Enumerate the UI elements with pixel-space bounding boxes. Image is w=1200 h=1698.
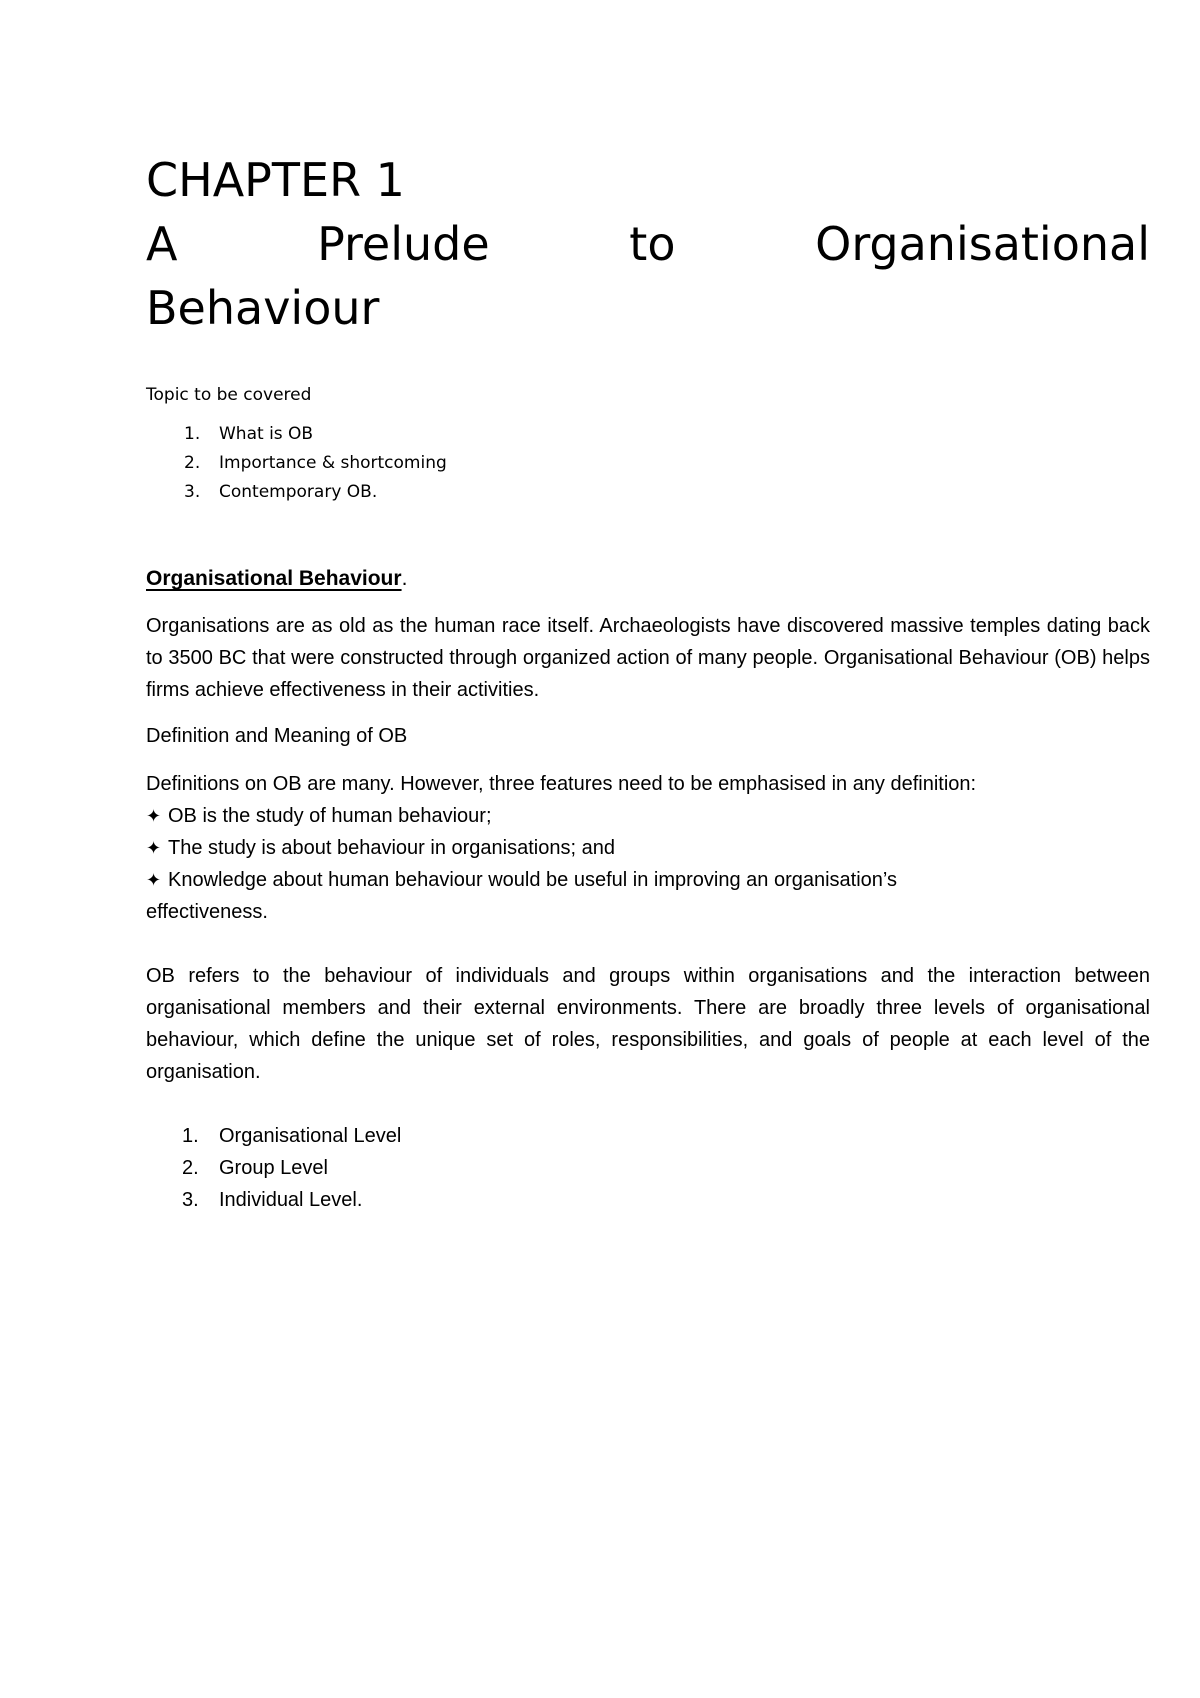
star-bullet-icon: ✦ <box>146 806 162 826</box>
page-content <box>146 148 1150 1216</box>
title-word: to <box>629 217 676 271</box>
ob-paragraph: OB refers to the behaviour of individuals and groups within organisations and the interaction between organisational members and their external environments. There are broadly three levels of organisational behaviour, which define the unique set of roles, responsibilities, and goals of people at each level of the organisation. <box>146 965 1150 1083</box>
intro-paragraph: Organisations are as old as the human race itself. Archaeologists have discovered massive temples dating back to 3500 BC that were constructed through organized action of many people. Organisational Behaviour (OB) helps firms achieve effectiveness in their activities. <box>146 615 1150 701</box>
title-word: A <box>146 217 178 271</box>
chapter-title-line-2: Behaviour <box>146 281 380 335</box>
list-item-text: Organisational Level <box>219 1125 402 1147</box>
title-word: Prelude <box>317 217 490 271</box>
list-item <box>146 1152 1150 1184</box>
list-item <box>146 1184 1150 1216</box>
list-item-number: 2. <box>182 1157 199 1179</box>
bullet-item <box>146 864 1150 896</box>
list-item-number: 3. <box>184 482 201 502</box>
star-bullet-icon: ✦ <box>146 870 162 890</box>
list-item-text: What is OB <box>219 424 314 444</box>
list-item-number: 1. <box>184 424 201 444</box>
star-bullet-icon: ✦ <box>146 838 162 858</box>
list-item-number: 2. <box>184 453 201 473</box>
section-heading-text: Organisational Behaviour <box>146 567 402 590</box>
list-item-text: Importance & shortcoming <box>219 453 447 473</box>
bullet-item <box>146 832 1150 864</box>
list-item-text: Individual Level. <box>219 1189 363 1211</box>
bullet-text: OB is the study of human behaviour; <box>168 805 492 827</box>
section-heading <box>146 564 1150 594</box>
title-word: Organisational <box>815 217 1150 271</box>
chapter-title <box>146 212 1150 340</box>
topics-intro: Topic to be covered <box>146 385 312 405</box>
list-item <box>146 478 1150 507</box>
list-item-number: 3. <box>182 1189 199 1211</box>
list-item <box>146 449 1150 478</box>
bullet-text: Knowledge about human behaviour would be useful in improving an organisation’s <box>168 869 898 891</box>
levels-list <box>146 1120 1150 1216</box>
list-item-number: 1. <box>182 1125 199 1147</box>
list-item <box>146 1120 1150 1152</box>
definition-lead: Definitions on OB are many. However, three features need to be emphasised in any definition: <box>146 773 977 795</box>
chapter-title-line-1 <box>146 212 1150 276</box>
definition-block <box>146 768 1150 928</box>
list-item-text: Contemporary OB. <box>219 482 378 502</box>
section-heading-punct: . <box>401 567 408 590</box>
list-item-text: Group Level <box>219 1157 328 1179</box>
bullet-item <box>146 800 1150 832</box>
list-item <box>146 420 1150 449</box>
bullet-text: The study is about behaviour in organisations; and <box>168 837 615 859</box>
bullet-continuation: effectiveness. <box>146 901 268 923</box>
definition-label: Definition and Meaning of OB <box>146 725 408 747</box>
topics-list <box>146 420 1150 507</box>
chapter-number: CHAPTER 1 <box>146 153 405 207</box>
